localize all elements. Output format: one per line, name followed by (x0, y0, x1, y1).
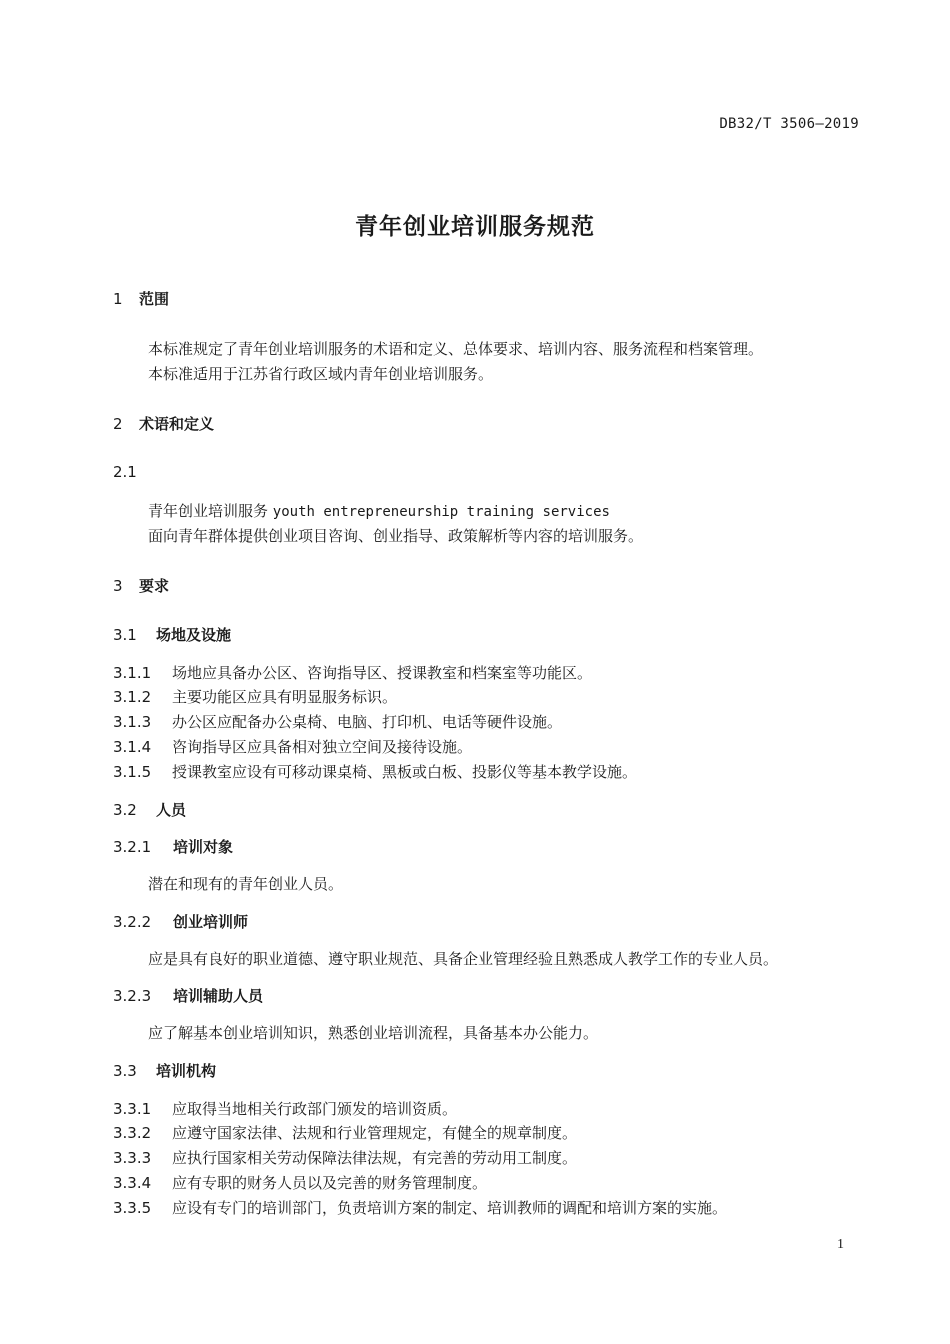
clause-text: 应取得当地相关行政部门颁发的培训资质。 (172, 1100, 458, 1118)
section-title: 人员 (156, 801, 187, 819)
clause-item (113, 662, 592, 683)
clause-text: 授课教室应设有可移动课桌椅、黑板或白板、投影仪等基本教学设施。 (172, 763, 638, 781)
section-number: 3.2.1 (113, 838, 152, 856)
term-definition: 面向青年群体提供创业项目咨询、创业指导、政策解析等内容的培训服务。 (148, 527, 644, 545)
clause-number: 3.1.2 (113, 688, 152, 706)
clause-text: 应设有专门的培训部门，负责培训方案的制定、培训教师的调配和培训方案的实施。 (172, 1199, 728, 1217)
paragraph: 应了解基本创业培训知识，熟悉创业培训流程，具备基本办公能力。 (148, 1024, 599, 1042)
paragraph: 本标准适用于江苏省行政区域内青年创业培训服务。 (148, 365, 494, 383)
section-number: 3 (113, 577, 123, 595)
standard-code: DB32/T 3506—2019 (719, 116, 859, 132)
paragraph: 应是具有良好的职业道德、遵守职业规范、具备企业管理经验且熟悉成人教学工作的专业人员。 (148, 950, 779, 968)
clause-item (113, 1197, 727, 1218)
clause-text: 咨询指导区应具备相对独立空间及接待设施。 (172, 738, 473, 756)
section-number: 3.2 (113, 801, 137, 819)
clause-2-1-number: 2.1 (113, 463, 137, 481)
clause-number: 3.1.4 (113, 738, 152, 756)
clause-item (113, 1147, 577, 1168)
section-2-heading (113, 413, 214, 434)
subsection-3-2-heading (113, 799, 186, 820)
clause-item (113, 686, 397, 707)
section-title: 创业培训师 (173, 913, 249, 931)
clause-text: 办公区应配备办公桌椅、电脑、打印机、电话等硬件设施。 (172, 713, 563, 731)
clause-number: 3.3.1 (113, 1100, 152, 1118)
section-number: 1 (113, 290, 123, 308)
clause-item (113, 1122, 577, 1143)
section-number: 3.2.2 (113, 913, 152, 931)
section-title: 培训对象 (173, 838, 234, 856)
section-3-heading (113, 575, 169, 596)
section-number: 2 (113, 415, 123, 433)
subsection-3-2-1-heading (113, 836, 233, 857)
section-number: 3.1 (113, 626, 137, 644)
section-title: 要求 (139, 577, 170, 595)
clause-number: 3.1.1 (113, 664, 152, 682)
subsection-3-2-3-heading (113, 985, 263, 1006)
clause-item (113, 1098, 457, 1119)
clause-text: 主要功能区应具有明显服务标识。 (172, 688, 398, 706)
clause-text: 场地应具备办公区、咨询指导区、授课教室和档案室等功能区。 (172, 664, 593, 682)
section-title: 术语和定义 (139, 415, 215, 433)
clause-item (113, 761, 637, 782)
section-title: 培训辅助人员 (173, 987, 264, 1005)
section-1-heading (113, 288, 169, 309)
clause-number: 3.1.5 (113, 763, 152, 781)
document-title: 青年创业培训服务规范 (355, 214, 595, 240)
term-cn: 青年创业培训服务 (148, 502, 269, 520)
clause-text: 应遵守国家法律、法规和行业管理规定，有健全的规章制度。 (172, 1124, 578, 1142)
clause-number: 3.3.3 (113, 1149, 152, 1167)
clause-text: 应执行国家相关劳动保障法律法规，有完善的劳动用工制度。 (172, 1149, 578, 1167)
term-entry (148, 500, 610, 521)
section-number: 3.2.3 (113, 987, 152, 1005)
clause-number: 3.3.5 (113, 1199, 152, 1217)
term-en: youth entrepreneurship training services (272, 504, 610, 520)
subsection-3-1-heading (113, 624, 231, 645)
subsection-3-2-2-heading (113, 911, 248, 932)
subsection-3-3-heading (113, 1060, 216, 1081)
section-number: 3.3 (113, 1062, 137, 1080)
section-title: 培训机构 (156, 1062, 217, 1080)
clause-item (113, 711, 562, 732)
page-number: 1 (837, 1237, 844, 1252)
paragraph: 本标准规定了青年创业培训服务的术语和定义、总体要求、培训内容、服务流程和档案管理。 (148, 340, 764, 358)
clause-number: 3.3.2 (113, 1124, 152, 1142)
clause-item (113, 1172, 487, 1193)
clause-number: 3.3.4 (113, 1174, 152, 1192)
clause-item (113, 736, 472, 757)
section-title: 场地及设施 (156, 626, 232, 644)
clause-number: 3.1.3 (113, 713, 152, 731)
clause-text: 应有专职的财务人员以及完善的财务管理制度。 (172, 1174, 488, 1192)
section-title: 范围 (139, 290, 170, 308)
paragraph: 潜在和现有的青年创业人员。 (148, 875, 344, 893)
